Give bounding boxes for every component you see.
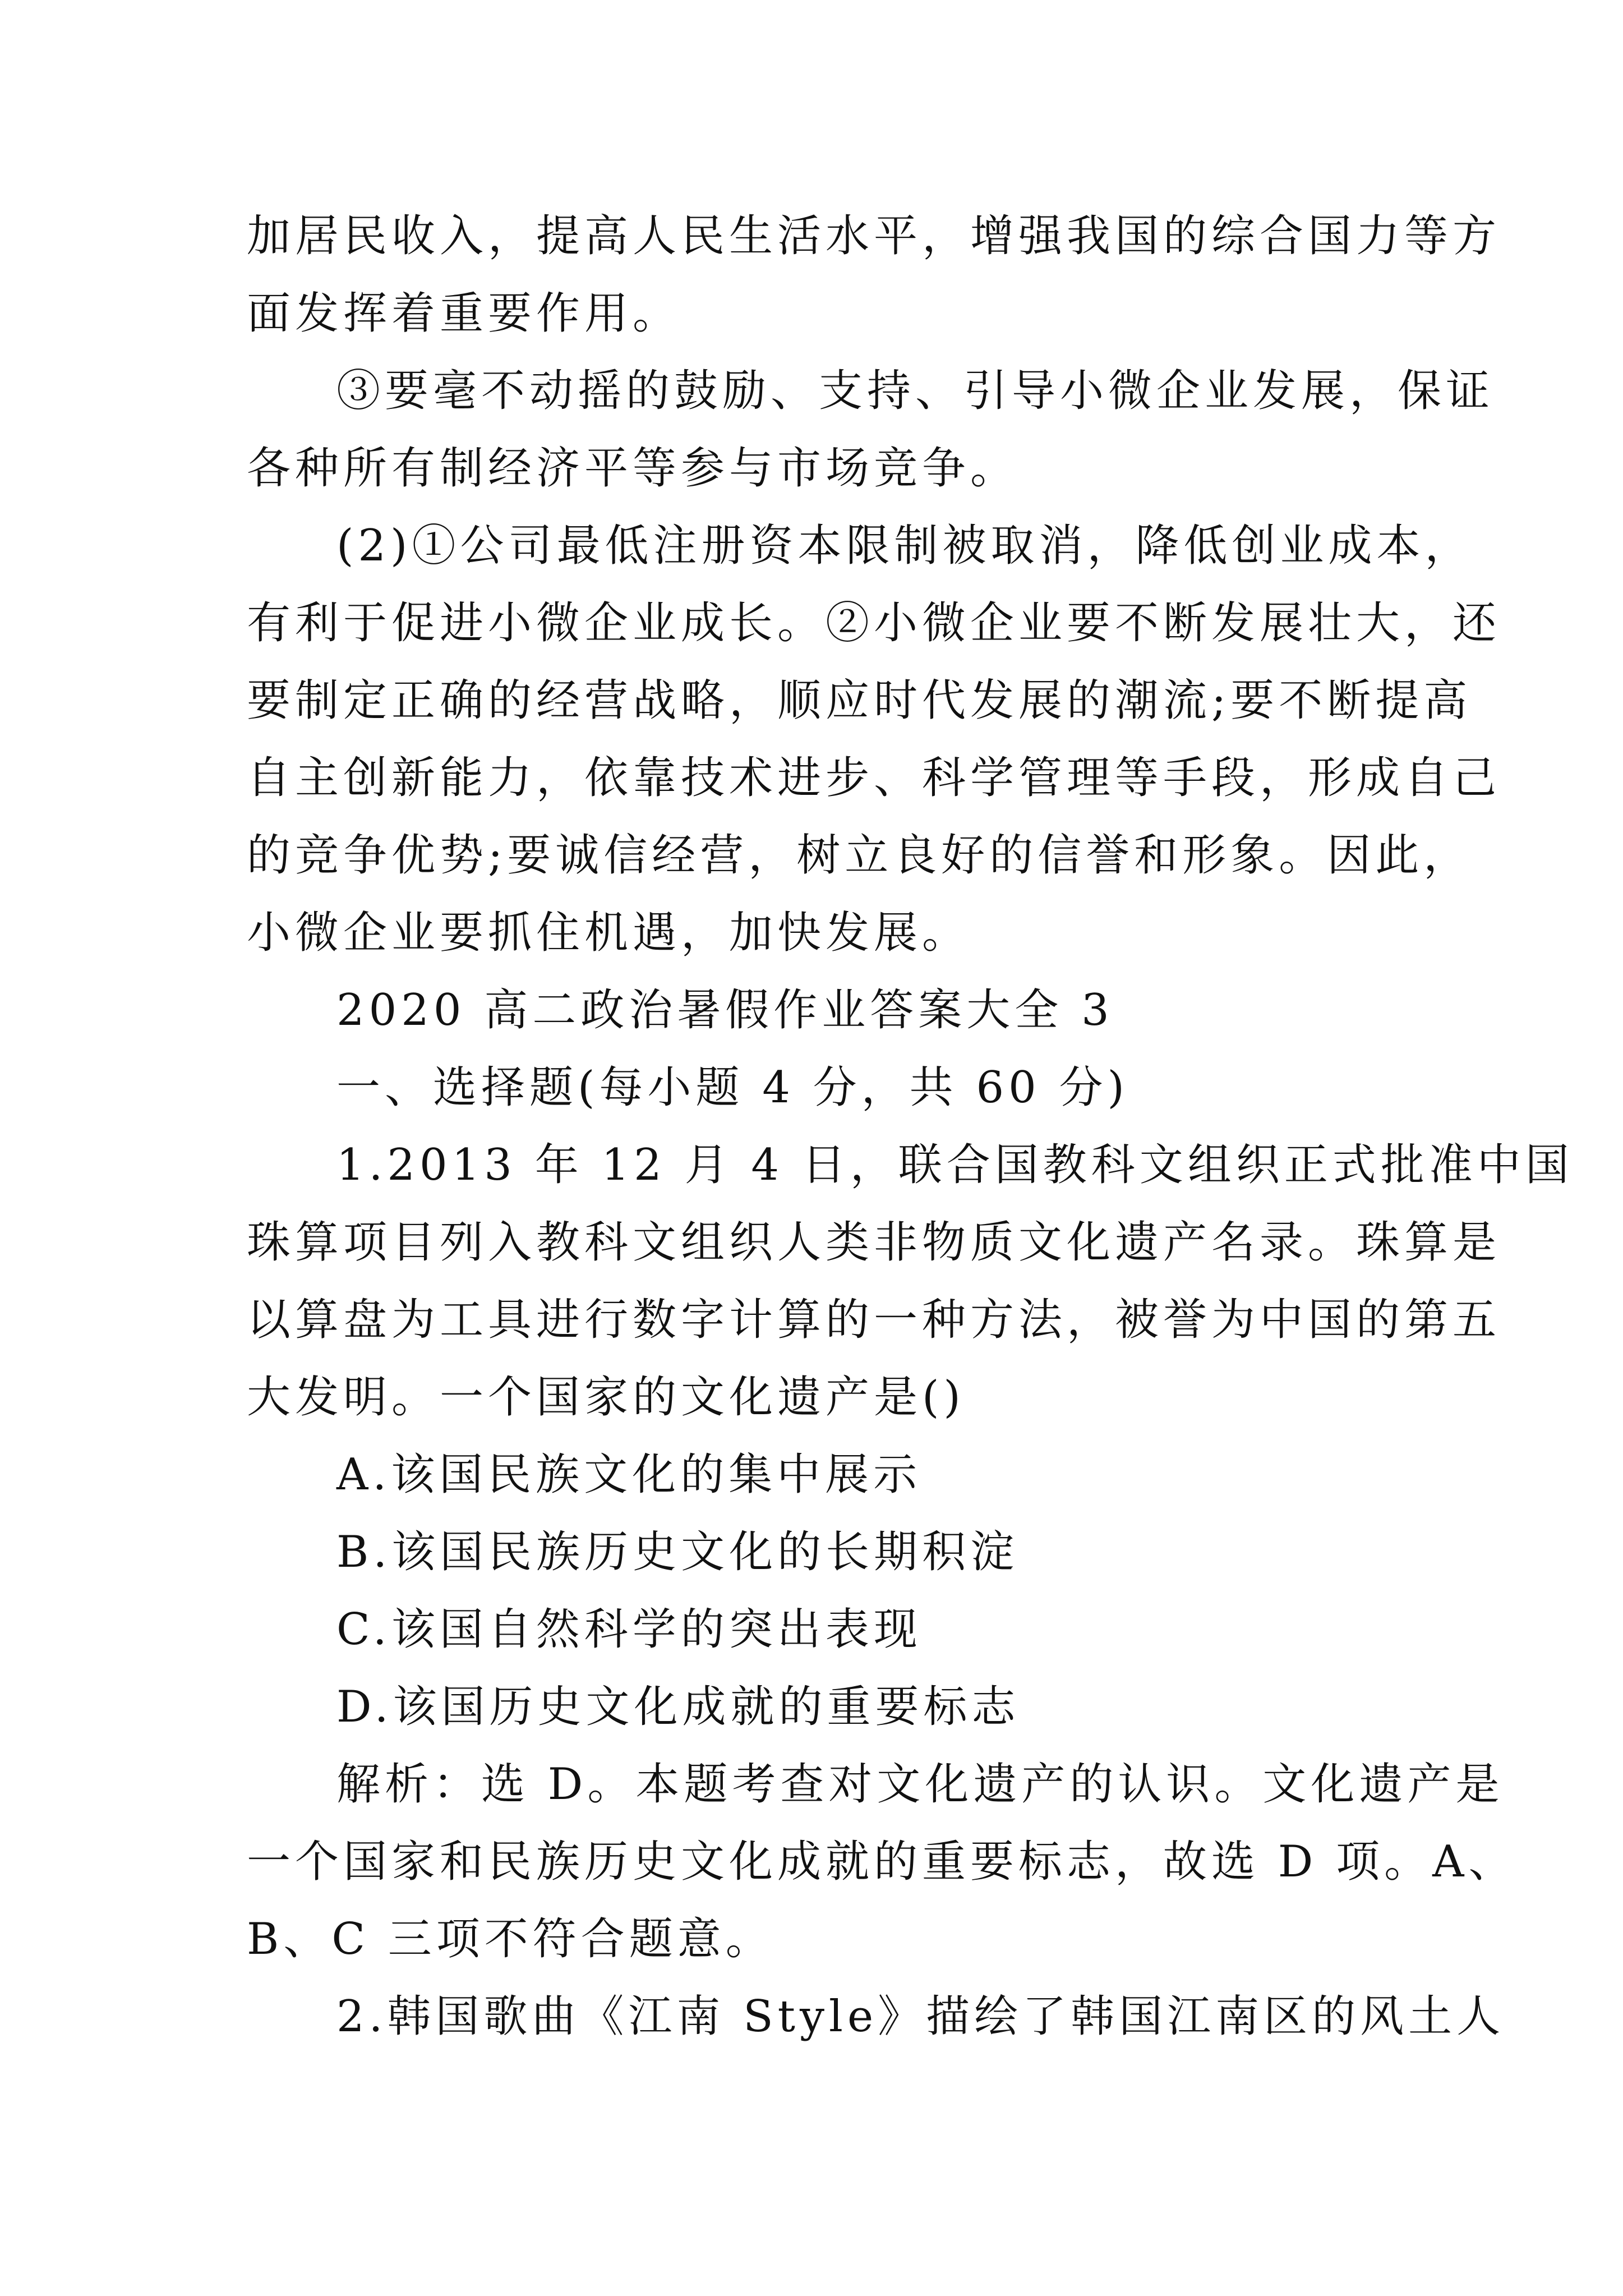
document-body bbox=[247, 197, 1574, 2055]
question-text: 珠算项目列入教科文组织人类非物质文化遗产名录。珠算是 bbox=[247, 1217, 1501, 1268]
question-text: 以算盘为工具进行数字计算的一种方法，被誉为中国的第五 bbox=[247, 1295, 1501, 1345]
text-line: 要制定正确的经营战略，顺应时代发展的潮流;要不断提高 bbox=[247, 675, 1472, 726]
text-line: 自主创新能力，依靠技术进步、科学管理等手段，形成自己 bbox=[247, 753, 1501, 803]
text-line: 的竞争优势;要诚信经营，树立良好的信誉和形象。因此， bbox=[247, 830, 1472, 881]
text-line: (2)①公司最低注册资本限制被取消，降低创业成本， bbox=[336, 521, 1473, 571]
question-text: 大发明。一个国家的文化遗产是() bbox=[247, 1372, 965, 1423]
text-line: 有利于促进小微企业成长。②小微企业要不断发展壮大，还 bbox=[247, 598, 1501, 648]
question-text: 2.韩国歌曲《江南 Style》描绘了韩国江南区的风土人 bbox=[336, 1991, 1505, 2042]
answer-option-c: C.该国自然科学的突出表现 bbox=[336, 1604, 922, 1655]
question-text: 1.2013 年 12 月 4 日，联合国教科文组织正式批准中国 bbox=[336, 1140, 1574, 1190]
text-line: 加居民收入，提高人民生活水平，增强我国的综合国力等方 bbox=[247, 211, 1501, 261]
text-line: 面发挥着重要作用。 bbox=[247, 288, 681, 339]
subsection-heading: 一、选择题(每小题 4 分，共 60 分) bbox=[336, 1062, 1129, 1113]
explanation-text: 一个国家和民族历史文化成就的重要标志，故选 D 项。A、 bbox=[247, 1837, 1517, 1887]
text-line: 小微企业要抓住机遇，加快发展。 bbox=[247, 908, 971, 958]
explanation-text: B、C 三项不符合题意。 bbox=[247, 1914, 774, 1964]
text-line: 各种所有制经济平等参与市场竞争。 bbox=[247, 443, 1019, 494]
text-line: ③要毫不动摇的鼓励、支持、引导小微企业发展，保证 bbox=[336, 366, 1495, 416]
answer-option-b: B.该国民族历史文化的长期积淀 bbox=[336, 1527, 1019, 1577]
explanation-text: 解析：选 D。本题考查对文化遗产的认识。文化遗产是 bbox=[336, 1759, 1504, 1810]
section-heading: 2020 高二政治暑假作业答案大全 3 bbox=[336, 985, 1114, 1036]
answer-option-d: D.该国历史文化成就的重要标志 bbox=[336, 1682, 1020, 1732]
answer-option-a: A.该国民族文化的集中展示 bbox=[336, 1450, 922, 1500]
